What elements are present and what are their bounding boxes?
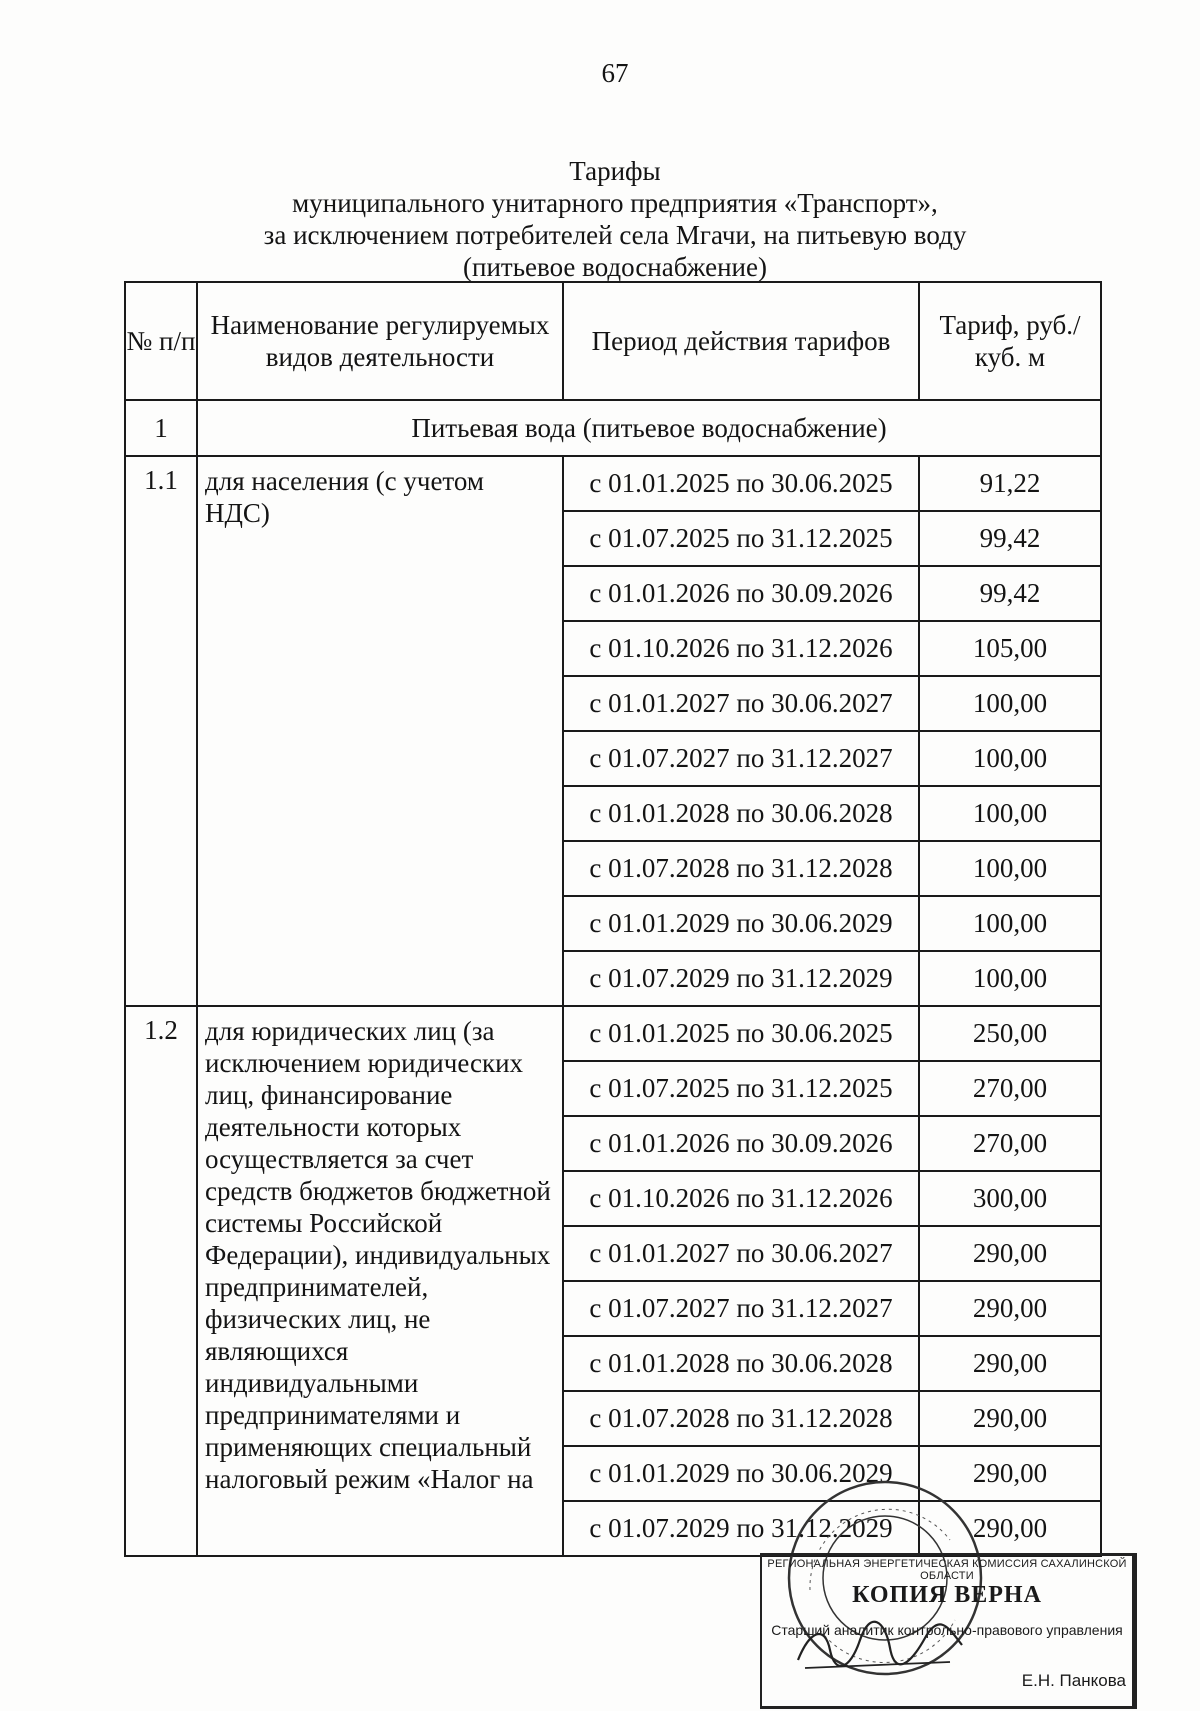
tariff-value: 99,42 bbox=[919, 566, 1101, 621]
title-line-4: (питьевое водоснабжение) bbox=[463, 252, 767, 282]
table-row bbox=[125, 1006, 1101, 1061]
tariff-value: 290,00 bbox=[919, 1281, 1101, 1336]
tariff-value: 100,00 bbox=[919, 786, 1101, 841]
tariff-period: с 01.10.2026 по 31.12.2026 bbox=[563, 621, 919, 676]
tariff-period: с 01.01.2027 по 30.06.2027 bbox=[563, 1226, 919, 1281]
tariff-value: 270,00 bbox=[919, 1061, 1101, 1116]
header-no: № п/п bbox=[125, 282, 197, 400]
title-line-3: за исключением потребителей села Мгачи, на питьевую воду bbox=[263, 220, 967, 250]
tariff-period: с 01.01.2026 по 30.09.2026 bbox=[563, 566, 919, 621]
stamp-copy-label: КОПИЯ ВЕРНА bbox=[852, 1582, 1042, 1608]
tariff-value: 290,00 bbox=[919, 1226, 1101, 1281]
tariff-period: с 01.07.2028 по 31.12.2028 bbox=[563, 1391, 919, 1446]
table-header-row bbox=[125, 282, 1101, 400]
handwritten-signature bbox=[790, 1610, 970, 1680]
activity-name: для населения (с учетом НДС) bbox=[197, 456, 563, 1006]
row-number: 1.1 bbox=[125, 456, 197, 1006]
tariff-value: 290,00 bbox=[919, 1336, 1101, 1391]
stamp-name: Е.Н. Панкова bbox=[1021, 1671, 1126, 1690]
tariff-value: 105,00 bbox=[919, 621, 1101, 676]
tariff-value: 290,00 bbox=[919, 1446, 1101, 1501]
tariff-value: 290,00 bbox=[919, 1501, 1101, 1556]
tariff-period: с 01.07.2025 по 31.12.2025 bbox=[563, 511, 919, 566]
tariff-period: с 01.01.2025 по 30.06.2025 bbox=[563, 456, 919, 511]
tariff-period: с 01.07.2027 по 31.12.2027 bbox=[563, 1281, 919, 1336]
stamp-organization: РЕГИОНАЛЬНАЯ ЭНЕРГЕТИЧЕСКАЯ КОМИССИЯ САХАЛИНСКОЙ ОБЛАСТИ bbox=[767, 1558, 1127, 1582]
tariff-period: с 01.01.2028 по 30.06.2028 bbox=[563, 786, 919, 841]
title-line-2: муниципального унитарного предприятия «Транспорт», bbox=[292, 188, 938, 218]
tariff-value: 100,00 bbox=[919, 731, 1101, 786]
title-line-1: Тарифы bbox=[569, 156, 661, 186]
tariff-value: 290,00 bbox=[919, 1391, 1101, 1446]
tariff-table bbox=[124, 281, 1102, 1557]
tariff-value: 100,00 bbox=[919, 676, 1101, 731]
tariff-period: с 01.07.2029 по 31.12.2029 bbox=[563, 951, 919, 1006]
tariff-value: 100,00 bbox=[919, 841, 1101, 896]
tariff-value: 100,00 bbox=[919, 896, 1101, 951]
page-number: 67 bbox=[601, 58, 629, 88]
document-title bbox=[120, 155, 1110, 283]
tariff-period: с 01.01.2029 по 30.06.2029 bbox=[563, 1446, 919, 1501]
activity-name: для юридических лиц (за исключением юридических лиц, финансирование деятельности которых осуществляется за счет средств бюджетов бюджетной системы Российской Федерации), индивидуальных предпринимателей, физических лиц, не являющихся индивидуальными предпринимателями и применяющих специальный налоговый режим «Налог на bbox=[197, 1006, 563, 1556]
tariff-period: с 01.01.2026 по 30.09.2026 bbox=[563, 1116, 919, 1171]
tariff-period: с 01.07.2028 по 31.12.2028 bbox=[563, 841, 919, 896]
header-tariff: Тариф, руб./куб. м bbox=[919, 282, 1101, 400]
header-period: Период действия тарифов bbox=[563, 282, 919, 400]
tariff-value: 270,00 bbox=[919, 1116, 1101, 1171]
section-no: 1 bbox=[125, 400, 197, 456]
tariff-value: 300,00 bbox=[919, 1171, 1101, 1226]
tariff-value: 99,42 bbox=[919, 511, 1101, 566]
tariff-period: с 01.07.2025 по 31.12.2025 bbox=[563, 1061, 919, 1116]
tariff-period: с 01.01.2027 по 30.06.2027 bbox=[563, 676, 919, 731]
tariff-value: 100,00 bbox=[919, 951, 1101, 1006]
section-row bbox=[125, 400, 1101, 456]
row-number: 1.2 bbox=[125, 1006, 197, 1556]
tariff-value: 250,00 bbox=[919, 1006, 1101, 1061]
stamp-role: Старший аналитик контрольно-правового управления bbox=[771, 1622, 1123, 1638]
tariff-period: с 01.01.2029 по 30.06.2029 bbox=[563, 896, 919, 951]
tariff-period: с 01.07.2027 по 31.12.2027 bbox=[563, 731, 919, 786]
header-name: Наименование регулируемых видов деятельности bbox=[197, 282, 563, 400]
tariff-period: с 01.07.2029 по 31.12.2029 bbox=[563, 1501, 919, 1556]
tariff-value: 91,22 bbox=[919, 456, 1101, 511]
table-row bbox=[125, 456, 1101, 511]
section-label: Питьевая вода (питьевое водоснабжение) bbox=[197, 400, 1101, 456]
tariff-period: с 01.01.2028 по 30.06.2028 bbox=[563, 1336, 919, 1391]
tariff-period: с 01.01.2025 по 30.06.2025 bbox=[563, 1006, 919, 1061]
tariff-period: с 01.10.2026 по 31.12.2026 bbox=[563, 1171, 919, 1226]
